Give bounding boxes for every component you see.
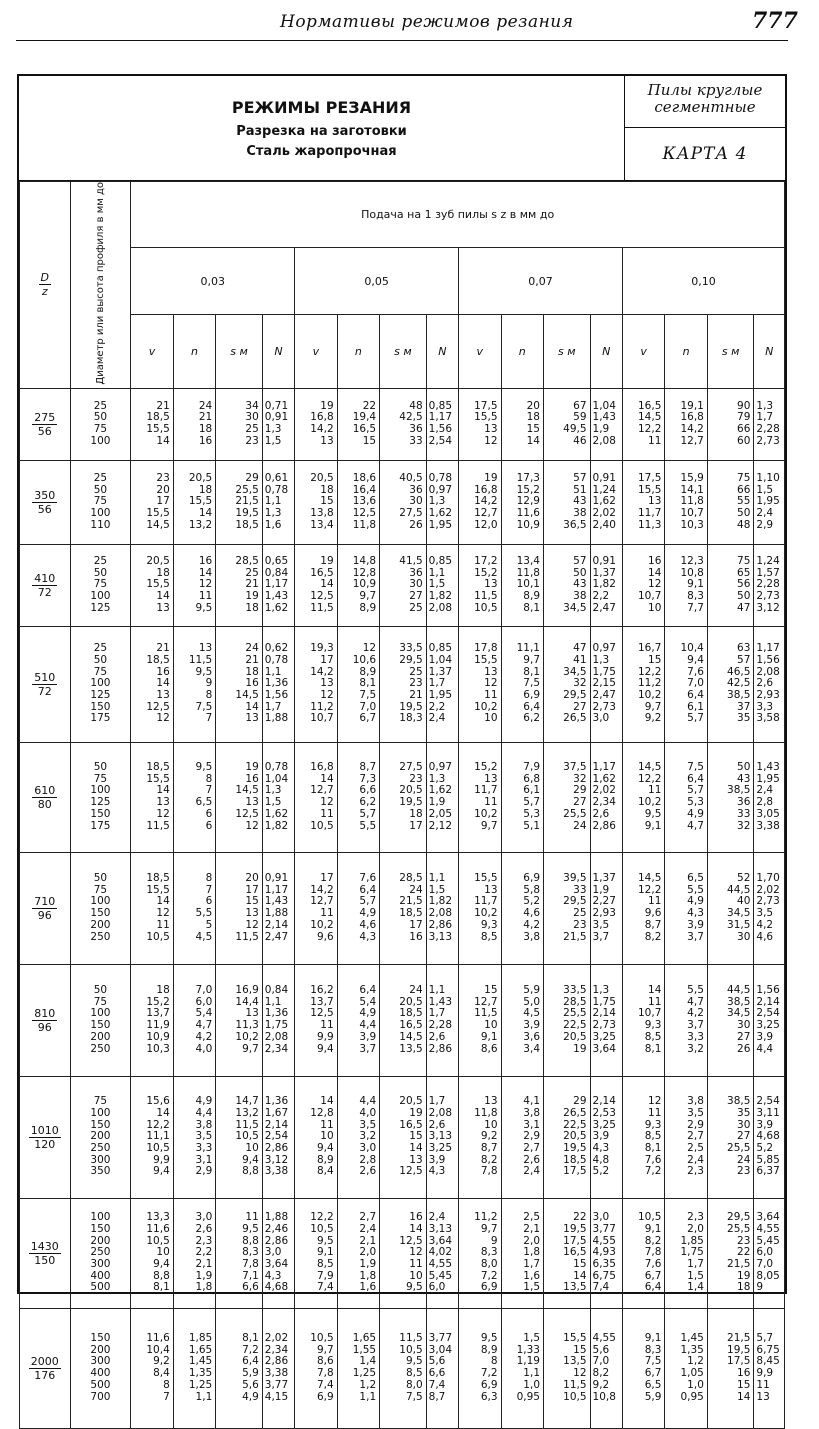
minute-feed-values: 38,5 35 30 27 25,5 24 23 bbox=[707, 1076, 754, 1198]
speed-values: 14 11 10,7 9,3 8,5 8,1 bbox=[622, 964, 664, 1076]
minute-feed-values: 67 59 49,5 46 bbox=[544, 388, 591, 460]
minute-feed-values: 28,5 24 21,5 18,5 17 16 bbox=[380, 852, 427, 964]
power-values: 0,71 0,91 1,3 1,5 bbox=[262, 388, 294, 460]
rpm-values: 1,65 1,55 1,4 1,25 1,2 1,1 bbox=[337, 1308, 379, 1428]
rpm-values: 15,9 14,1 11,8 10,7 10,3 bbox=[665, 460, 707, 544]
page-number: 777 bbox=[752, 8, 798, 34]
rpm-values: 11,1 9,7 8,1 7,5 6,9 6,4 6,2 bbox=[501, 626, 543, 742]
rpm-values: 8,7 7,3 6,6 6,2 5,7 5,5 bbox=[337, 742, 379, 852]
power-values: 0,85 1,1 1,5 1,82 2,08 bbox=[426, 544, 458, 626]
rpm-values: 3,8 3,5 2,9 2,7 2,5 2,4 2,3 bbox=[665, 1076, 707, 1198]
table-row bbox=[20, 460, 785, 544]
saw-type: Пилы круглые сегментные bbox=[625, 76, 785, 128]
rpm-values: 9,5 8 7 6,5 6 6 bbox=[173, 742, 215, 852]
column-symbol-0: v bbox=[131, 314, 173, 388]
minute-feed-values: 52 44,5 40 34,5 31,5 30 bbox=[707, 852, 754, 964]
power-values: 5,7 6,75 8,45 9,9 11 13 bbox=[754, 1308, 785, 1428]
saw-diameter: 1010 bbox=[30, 1123, 59, 1137]
saw-dimension-cell bbox=[20, 1308, 71, 1428]
minute-feed-values: 14,7 13,2 11,5 10,5 10 9,4 8,8 bbox=[216, 1076, 263, 1198]
rpm-values: 8 7 6 5,5 5 4,5 bbox=[173, 852, 215, 964]
speed-values: 16,8 14 12,7 12 11 10,5 bbox=[295, 742, 337, 852]
speed-values: 12,2 10,5 9,5 9,1 8,5 7,9 7,4 bbox=[295, 1198, 337, 1308]
saw-dimension-cell bbox=[20, 544, 71, 626]
speed-values: 20,5 18 15,5 14 13 bbox=[131, 544, 173, 626]
saw-diameter: 350 bbox=[34, 488, 56, 502]
power-values: 2,4 3,13 3,64 4,02 4,55 5,45 6,0 bbox=[426, 1198, 458, 1308]
minute-feed-values: 15,5 15 13,5 12 11,5 10,5 bbox=[544, 1308, 591, 1428]
teeth-count: 96 bbox=[37, 908, 52, 922]
table-row bbox=[20, 544, 785, 626]
rpm-values: 24 21 18 16 bbox=[173, 388, 215, 460]
power-values: 2,54 3,11 3,9 4,68 5,2 5,85 6,37 bbox=[754, 1076, 785, 1198]
saw-dimension-fraction bbox=[32, 784, 57, 811]
rpm-values: 2,3 2,0 1,85 1,75 1,7 1,5 1,4 bbox=[665, 1198, 707, 1308]
speed-values: 12 11 9,3 8,5 8,1 7,6 7,2 bbox=[622, 1076, 664, 1198]
speed-values: 11,2 9,7 9 8,3 8,0 7,2 6,9 bbox=[459, 1198, 501, 1308]
power-values: 0,91 1,17 1,43 1,88 2,14 2,47 bbox=[262, 852, 294, 964]
rpm-values: 7,9 6,8 6,1 5,7 5,3 5,1 bbox=[501, 742, 543, 852]
saw-diameter: 810 bbox=[34, 1006, 56, 1020]
minute-feed-values: 16 14 12,5 12 11 10 9,5 bbox=[380, 1198, 427, 1308]
power-values: 3,0 3,77 4,55 4,93 6,35 6,75 7,4 bbox=[590, 1198, 622, 1308]
teeth-count: 96 bbox=[37, 1020, 52, 1034]
minute-feed-values: 29 25,5 21,5 19,5 18,5 bbox=[216, 460, 263, 544]
power-values: 1,43 1,95 2,4 2,8 3,05 3,38 bbox=[754, 742, 785, 852]
speed-values: 14,5 12,2 11 10,2 9,5 9,1 bbox=[622, 742, 664, 852]
speed-values: 17,5 15,5 13 11,7 11,3 bbox=[622, 460, 664, 544]
minute-feed-values: 24 20,5 18,5 16,5 14,5 13,5 bbox=[380, 964, 427, 1076]
rpm-values: 10,4 9,4 7,6 7,0 6,4 6,1 5,7 bbox=[665, 626, 707, 742]
speed-values: 20,5 18 15 13,8 13,4 bbox=[295, 460, 337, 544]
power-values: 3,77 3,04 5,6 6,6 7,4 8,7 bbox=[426, 1308, 458, 1428]
speed-values: 15,2 13 11,7 11 10,2 9,7 bbox=[459, 742, 501, 852]
saw-dimension-cell bbox=[20, 1198, 71, 1308]
saw-diameter: 275 bbox=[34, 410, 56, 424]
minute-feed-values: 8,1 7,2 6,4 5,9 5,6 4,9 bbox=[216, 1308, 263, 1428]
power-values: 1,56 2,14 2,54 3,25 3,9 4,4 bbox=[754, 964, 785, 1076]
power-values: 0,91 1,24 1,62 2,02 2,40 bbox=[590, 460, 622, 544]
minute-feed-values: 90 79 66 60 bbox=[707, 388, 754, 460]
rpm-values: 6,9 5,8 5,2 4,6 4,2 3,8 bbox=[501, 852, 543, 964]
power-values: 1,1 1,5 1,82 2,08 2,86 3,13 bbox=[426, 852, 458, 964]
card-title: РЕЖИМЫ РЕЗАНИЯ bbox=[231, 98, 412, 117]
rpm-values: 3,0 2,6 2,3 2,2 2,1 1,9 1,8 bbox=[173, 1198, 215, 1308]
power-values: 0,97 1,3 1,62 1,9 2,05 2,12 bbox=[426, 742, 458, 852]
column-symbol-0: v bbox=[295, 314, 337, 388]
column-symbol-1: n bbox=[665, 314, 707, 388]
speed-values: 16,5 14,5 12,2 11 bbox=[622, 388, 664, 460]
cutting-modes-card bbox=[17, 74, 787, 1403]
teeth-count: 72 bbox=[37, 684, 52, 698]
saw-diameter: 1430 bbox=[30, 1239, 59, 1253]
speed-values: 15,5 13 11,7 10,2 9,3 8,5 bbox=[459, 852, 501, 964]
power-values: 0,61 0,78 1,1 1,3 1,6 bbox=[262, 460, 294, 544]
minute-feed-values: 50 43 38,5 36 33 32 bbox=[707, 742, 754, 852]
power-values: 0,78 1,04 1,3 1,5 1,62 1,82 bbox=[262, 742, 294, 852]
saw-dimension-cell bbox=[20, 626, 71, 742]
minute-feed-values: 22 19,5 17,5 16,5 15 14 13,5 bbox=[544, 1198, 591, 1308]
power-values: 1,3 1,75 2,14 2,73 3,25 3,64 bbox=[590, 964, 622, 1076]
speed-values: 13,3 11,6 10,5 10 9,4 8,8 8,1 bbox=[131, 1198, 173, 1308]
speed-values: 19 16,5 14 12,5 11,5 bbox=[295, 544, 337, 626]
saw-diameter: 510 bbox=[34, 670, 56, 684]
speed-values: 18,5 15,5 14 13 12 11,5 bbox=[131, 742, 173, 852]
power-values: 0,78 0,97 1,3 1,62 1,95 bbox=[426, 460, 458, 544]
minute-feed-values: 28,5 25 21 19 18 bbox=[216, 544, 263, 626]
column-symbol-1: n bbox=[501, 314, 543, 388]
column-symbol-2: s м bbox=[380, 314, 427, 388]
speed-values: 14,5 12,2 11 9,6 8,7 8,2 bbox=[622, 852, 664, 964]
rpm-values: 14,8 12,8 10,9 9,7 8,9 bbox=[337, 544, 379, 626]
minute-feed-values: 33,5 29,5 25 23 21 19,5 18,3 bbox=[380, 626, 427, 742]
minute-feed-values: 11 9,5 8,8 8,3 7,8 7,1 6,6 bbox=[216, 1198, 263, 1308]
power-values: 1,88 2,46 2,86 3,0 3,64 4,3 4,68 bbox=[262, 1198, 294, 1308]
table-row bbox=[20, 742, 785, 852]
minute-feed-values: 34 30 25 23 bbox=[216, 388, 263, 460]
speed-values: 19,3 17 14,2 13 12 11,2 10,7 bbox=[295, 626, 337, 742]
saw-dimension-fraction bbox=[32, 671, 57, 698]
rpm-values: 2,7 2,4 2,1 2,0 1,9 1,8 1,6 bbox=[337, 1198, 379, 1308]
speed-values: 15 12,7 11,5 10 9,1 8,6 bbox=[459, 964, 501, 1076]
column-symbol-3: N bbox=[590, 314, 622, 388]
diameter-values: 75 100 150 200 250 300 350 bbox=[70, 1076, 131, 1198]
card-number: КАРТА 4 bbox=[625, 128, 785, 181]
rpm-values: 20,5 18 15,5 14 13,2 bbox=[173, 460, 215, 544]
card-subtitle-material: Сталь жаропрочная bbox=[246, 144, 397, 159]
column-symbol-1: n bbox=[173, 314, 215, 388]
rpm-values: 12 10,6 8,9 8,1 7,5 7,0 6,7 bbox=[337, 626, 379, 742]
table-row bbox=[20, 1308, 785, 1428]
saw-dimension-fraction bbox=[32, 895, 57, 922]
power-values: 1,70 2,02 2,73 3,5 4,2 4,6 bbox=[754, 852, 785, 964]
rpm-values: 1,85 1,65 1,45 1,35 1,25 1,1 bbox=[173, 1308, 215, 1428]
dz-header bbox=[20, 182, 71, 389]
diameter-values: 25 50 75 100 bbox=[70, 388, 131, 460]
minute-feed-values: 39,5 33 29,5 25 23 21,5 bbox=[544, 852, 591, 964]
z-header: z bbox=[41, 285, 48, 299]
rpm-values: 16 14 12 11 9,5 bbox=[173, 544, 215, 626]
column-symbol-2: s м bbox=[216, 314, 263, 388]
saw-dimension-cell bbox=[20, 742, 71, 852]
rpm-values: 4,1 3,8 3,1 2,9 2,7 2,6 2,4 bbox=[501, 1076, 543, 1198]
minute-feed-values: 20 17 15 13 12 11,5 bbox=[216, 852, 263, 964]
power-values: 1,17 1,56 2,08 2,6 2,93 3,3 3,58 bbox=[754, 626, 785, 742]
minute-feed-values: 75 66 55 50 48 bbox=[707, 460, 754, 544]
power-values: 0,97 1,3 1,75 2,15 2,47 2,73 3,0 bbox=[590, 626, 622, 742]
teeth-count: 80 bbox=[37, 797, 52, 811]
diameter-values: 25 50 75 100 110 bbox=[70, 460, 131, 544]
speed-values: 10,5 9,7 8,6 7,8 7,4 6,9 bbox=[295, 1308, 337, 1428]
minute-feed-values: 20,5 19 16,5 15 14 13 12,5 bbox=[380, 1076, 427, 1198]
running-head bbox=[0, 0, 819, 40]
saw-dimension-cell bbox=[20, 460, 71, 544]
power-values: 2,14 2,53 3,25 3,9 4,3 4,8 5,2 bbox=[590, 1076, 622, 1198]
column-symbol-1: n bbox=[337, 314, 379, 388]
feed-header: Подача на 1 зуб пилы s z в мм до bbox=[131, 182, 785, 248]
diameter-values: 100 150 200 250 300 400 500 bbox=[70, 1198, 131, 1308]
rpm-values: 4,9 4,4 3,8 3,5 3,3 3,1 2,9 bbox=[173, 1076, 215, 1198]
saw-dimension-fraction bbox=[32, 489, 57, 516]
card-subtitle-operation: Разрезка на заготовки bbox=[236, 124, 407, 139]
teeth-count: 56 bbox=[37, 424, 52, 438]
speed-values: 19 16,8 14,2 12,7 12,0 bbox=[459, 460, 501, 544]
speed-values: 16,7 15 12,2 11,2 10,2 9,7 9,2 bbox=[622, 626, 664, 742]
rpm-values: 17,3 15,2 12,9 11,6 10,9 bbox=[501, 460, 543, 544]
speed-values: 9,1 8,3 7,5 6,7 6,5 5,9 bbox=[622, 1308, 664, 1428]
minute-feed-values: 41,5 36 30 27 25 bbox=[380, 544, 427, 626]
diameter-values: 25 50 75 100 125 150 175 bbox=[70, 626, 131, 742]
teeth-count: 72 bbox=[37, 585, 52, 599]
rpm-values: 13 11,5 9,5 9 8 7,5 7 bbox=[173, 626, 215, 742]
diameter-values: 25 50 75 100 125 bbox=[70, 544, 131, 626]
rpm-values: 12,3 10,8 9,1 8,3 7,7 bbox=[665, 544, 707, 626]
minute-feed-values: 44,5 38,5 34,5 30 27 26 bbox=[707, 964, 754, 1076]
power-values: 0,65 0,84 1,17 1,43 1,62 bbox=[262, 544, 294, 626]
power-values: 1,04 1,43 1,9 2,08 bbox=[590, 388, 622, 460]
minute-feed-values: 40,5 36 30 27,5 26 bbox=[380, 460, 427, 544]
power-values: 3,64 4,55 5,45 6,0 7,0 8,05 9 bbox=[754, 1198, 785, 1308]
power-values: 0,62 0,78 1,1 1,36 1,56 1,7 1,88 bbox=[262, 626, 294, 742]
power-values: 1,36 1,67 2,14 2,54 2,86 3,12 3,38 bbox=[262, 1076, 294, 1198]
minute-feed-values: 47 41 34,5 32 29,5 27 26,5 bbox=[544, 626, 591, 742]
teeth-count: 176 bbox=[34, 1368, 56, 1382]
rpm-values: 6,5 5,5 4,9 4,3 3,9 3,7 bbox=[665, 852, 707, 964]
teeth-count: 150 bbox=[34, 1253, 56, 1267]
rpm-values: 6,4 5,4 4,9 4,4 3,9 3,7 bbox=[337, 964, 379, 1076]
rpm-values: 13,4 11,8 10,1 8,9 8,1 bbox=[501, 544, 543, 626]
speed-values: 21 18,5 16 14 13 12,5 12 bbox=[131, 626, 173, 742]
diameter-values: 50 75 100 150 200 250 bbox=[70, 852, 131, 964]
minute-feed-values: 57 50 43 38 34,5 bbox=[544, 544, 591, 626]
power-values: 0,85 1,17 1,56 2,54 bbox=[426, 388, 458, 460]
speed-values: 16 14 12 10,7 10 bbox=[622, 544, 664, 626]
rpm-values: 18,6 16,4 13,6 12,5 11,8 bbox=[337, 460, 379, 544]
minute-feed-values: 63 57 46,5 42,5 38,5 37 35 bbox=[707, 626, 754, 742]
power-values: 2,02 2,34 2,86 3,38 3,77 4,15 bbox=[262, 1308, 294, 1428]
diameter-values: 50 75 100 150 200 250 bbox=[70, 964, 131, 1076]
power-values: 1,10 1,5 1,95 2,4 2,9 bbox=[754, 460, 785, 544]
rpm-values: 2,5 2,1 2,0 1,8 1,7 1,6 1,5 bbox=[501, 1198, 543, 1308]
saw-dimension-fraction bbox=[29, 1240, 61, 1267]
rpm-values: 20 18 15 14 bbox=[501, 388, 543, 460]
rpm-values: 22 19,4 16,5 15 bbox=[337, 388, 379, 460]
power-values: 1,3 1,7 2,28 2,73 bbox=[754, 388, 785, 460]
d-header: D bbox=[40, 271, 50, 285]
speed-values: 16,2 13,7 12,5 11 9,9 9,4 bbox=[295, 964, 337, 1076]
column-symbol-3: N bbox=[262, 314, 294, 388]
rpm-values: 1,5 1,33 1,19 1,1 1,0 0,95 bbox=[501, 1308, 543, 1428]
diameter-values: 150 200 300 400 500 700 bbox=[70, 1308, 131, 1428]
column-symbol-2: s м bbox=[707, 314, 754, 388]
table-row bbox=[20, 388, 785, 460]
speed-values: 9,5 8,9 8 7,2 6,9 6,3 bbox=[459, 1308, 501, 1428]
speed-values: 11,6 10,4 9,2 8,4 8 7 bbox=[131, 1308, 173, 1428]
speed-values: 18,5 15,5 14 12 11 10,5 bbox=[131, 852, 173, 964]
speed-values: 14 12,8 11 10 9,4 8,9 8,4 bbox=[295, 1076, 337, 1198]
minute-feed-values: 27,5 23 20,5 19,5 18 17 bbox=[380, 742, 427, 852]
power-values: 0,91 1,37 1,82 2,2 2,47 bbox=[590, 544, 622, 626]
power-values: 0,85 1,04 1,37 1,7 1,95 2,2 2,4 bbox=[426, 626, 458, 742]
table-row bbox=[20, 1198, 785, 1308]
power-values: 4,55 5,6 7,0 8,2 9,2 10,8 bbox=[590, 1308, 622, 1428]
minute-feed-values: 57 51 43 38 36,5 bbox=[544, 460, 591, 544]
speed-values: 21 18,5 15,5 14 bbox=[131, 388, 173, 460]
minute-feed-values: 29,5 25,5 23 22 21,5 19 18 bbox=[707, 1198, 754, 1308]
speed-values: 13 11,8 10 9,2 8,7 8,2 7,8 bbox=[459, 1076, 501, 1198]
diameter-header-text: Диаметр или высота профиля в мм до bbox=[94, 182, 106, 385]
table-row bbox=[20, 1076, 785, 1198]
title-block bbox=[19, 76, 625, 181]
rpm-values: 7,6 6,4 5,7 4,9 4,6 4,3 bbox=[337, 852, 379, 964]
speed-values: 15,6 14 12,2 11,1 10,5 9,9 9,4 bbox=[131, 1076, 173, 1198]
column-symbol-0: v bbox=[459, 314, 501, 388]
minute-feed-values: 16,9 14,4 13 11,3 10,2 9,7 bbox=[216, 964, 263, 1076]
power-values: 1,7 2,08 2,6 3,13 3,25 3,9 4,3 bbox=[426, 1076, 458, 1198]
feed-value-3: 0,10 bbox=[622, 248, 784, 314]
column-symbol-3: N bbox=[754, 314, 785, 388]
diameter-header bbox=[70, 182, 131, 389]
saw-dimension-fraction bbox=[29, 1124, 61, 1151]
power-values: 1,24 1,57 2,28 2,73 3,12 bbox=[754, 544, 785, 626]
column-symbol-3: N bbox=[426, 314, 458, 388]
speed-values: 18 15,2 13,7 11,9 10,9 10,3 bbox=[131, 964, 173, 1076]
speed-values: 17,8 15,5 13 12 11 10,2 10 bbox=[459, 626, 501, 742]
saw-diameter: 410 bbox=[34, 571, 56, 585]
saw-diameter: 710 bbox=[34, 894, 56, 908]
feed-value-0: 0,03 bbox=[131, 248, 295, 314]
saw-dimension-fraction bbox=[32, 411, 57, 438]
minute-feed-values: 24 21 18 16 14,5 14 13 bbox=[216, 626, 263, 742]
power-values: 0,84 1,1 1,36 1,75 2,08 2,34 bbox=[262, 964, 294, 1076]
dz-header-fraction bbox=[39, 271, 51, 298]
minute-feed-values: 75 65 56 50 47 bbox=[707, 544, 754, 626]
feed-value-1: 0,05 bbox=[295, 248, 459, 314]
table-row bbox=[20, 626, 785, 742]
column-symbol-0: v bbox=[622, 314, 664, 388]
running-title: Нормативы режимов резания bbox=[280, 12, 574, 32]
column-symbol-2: s м bbox=[544, 314, 591, 388]
minute-feed-values: 48 42,5 36 33 bbox=[380, 388, 427, 460]
minute-feed-values: 21,5 19,5 17,5 16 15 14 bbox=[707, 1308, 754, 1428]
rpm-values: 1,45 1,35 1,2 1,05 1,0 0,95 bbox=[665, 1308, 707, 1428]
saw-dimension-cell bbox=[20, 964, 71, 1076]
speed-values: 10,5 9,1 8,2 7,8 7,6 6,7 6,4 bbox=[622, 1198, 664, 1308]
saw-dimension-fraction bbox=[29, 1355, 61, 1382]
speed-values: 23 20 17 15,5 14,5 bbox=[131, 460, 173, 544]
cutting-table bbox=[19, 181, 785, 1429]
minute-feed-values: 37,5 32 29 27 25,5 24 bbox=[544, 742, 591, 852]
minute-feed-values: 19 16 14,5 13 12,5 12 bbox=[216, 742, 263, 852]
saw-diameter: 610 bbox=[34, 783, 56, 797]
saw-dimension-cell bbox=[20, 388, 71, 460]
feed-value-2: 0,07 bbox=[459, 248, 623, 314]
saw-dimension-cell bbox=[20, 1076, 71, 1198]
power-values: 1,17 1,62 2,02 2,34 2,6 2,86 bbox=[590, 742, 622, 852]
minute-feed-values: 11,5 10,5 9,5 8,5 8,0 7,5 bbox=[380, 1308, 427, 1428]
speed-values: 17,2 15,2 13 11,5 10,5 bbox=[459, 544, 501, 626]
diameter-values: 50 75 100 125 150 175 bbox=[70, 742, 131, 852]
teeth-count: 56 bbox=[37, 502, 52, 516]
saw-diameter: 2000 bbox=[30, 1354, 59, 1368]
saw-dimension-cell bbox=[20, 852, 71, 964]
rpm-values: 7,0 6,0 5,4 4,7 4,2 4,0 bbox=[173, 964, 215, 1076]
table-row bbox=[20, 964, 785, 1076]
minute-feed-values: 33,5 28,5 25,5 22,5 20,5 19 bbox=[544, 964, 591, 1076]
head-rule bbox=[16, 40, 788, 41]
power-values: 1,1 1,43 1,7 2,28 2,6 2,86 bbox=[426, 964, 458, 1076]
rpm-values: 4,4 4,0 3,5 3,2 3,0 2,8 2,6 bbox=[337, 1076, 379, 1198]
speed-values: 17 14,2 12,7 11 10,2 9,6 bbox=[295, 852, 337, 964]
power-values: 1,37 1,9 2,27 2,93 3,5 3,7 bbox=[590, 852, 622, 964]
speed-values: 19 16,8 14,2 13 bbox=[295, 388, 337, 460]
teeth-count: 120 bbox=[34, 1137, 56, 1151]
rpm-values: 5,9 5,0 4,5 3,9 3,6 3,4 bbox=[501, 964, 543, 1076]
rpm-values: 5,5 4,7 4,2 3,7 3,3 3,2 bbox=[665, 964, 707, 1076]
minute-feed-values: 29 26,5 22,5 20,5 19,5 18,5 17,5 bbox=[544, 1076, 591, 1198]
table-row bbox=[20, 852, 785, 964]
speed-values: 17,5 15,5 13 12 bbox=[459, 388, 501, 460]
saw-dimension-fraction bbox=[32, 572, 57, 599]
rpm-values: 7,5 6,4 5,7 5,3 4,9 4,7 bbox=[665, 742, 707, 852]
rpm-values: 19,1 16,8 14,2 12,7 bbox=[665, 388, 707, 460]
saw-dimension-fraction bbox=[32, 1007, 57, 1034]
